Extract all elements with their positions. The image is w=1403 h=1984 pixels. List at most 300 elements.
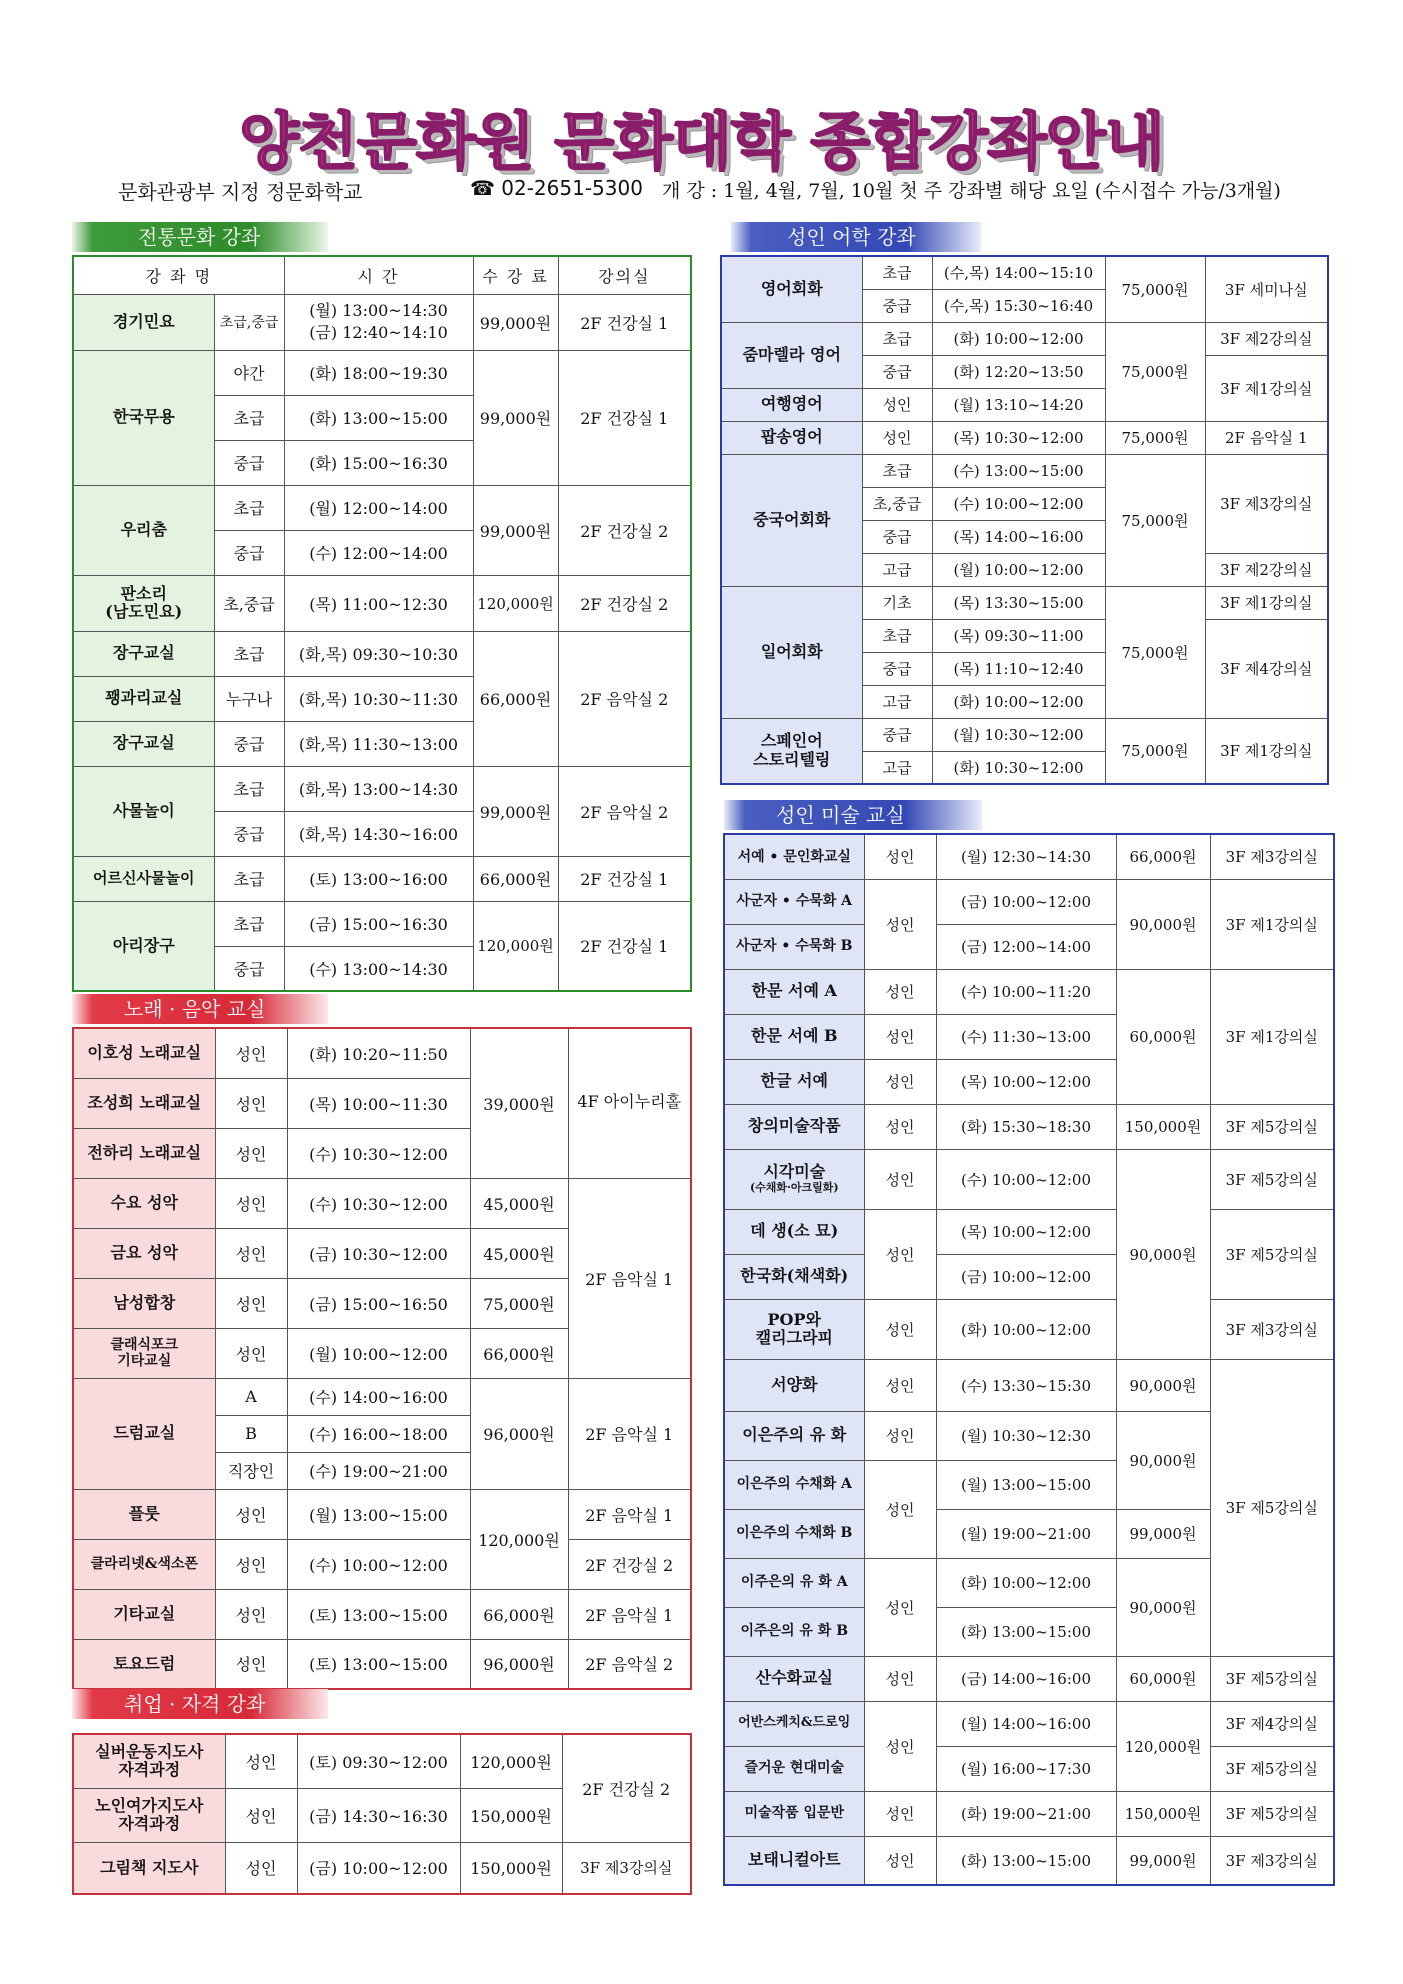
course-level: 고급 <box>862 751 932 784</box>
course-room: 3F 제5강의실 <box>1210 1209 1334 1299</box>
course-room: 2F 음악실 1 <box>568 1589 691 1639</box>
course-level: 성인 <box>864 1149 936 1209</box>
course-time: (월) 10:00~12:00 <box>287 1328 470 1378</box>
course-room: 3F 제5강의실 <box>1210 1104 1334 1149</box>
course-level: 성인 <box>864 1059 936 1104</box>
course-fee: 120,000원 <box>473 901 558 991</box>
course-time: (화) 10:00~12:00 <box>932 685 1105 718</box>
course-name: 이주은의 유 화 B <box>724 1607 864 1656</box>
course-level: B <box>215 1415 287 1452</box>
job-certification-table <box>72 1733 692 1895</box>
course-time: (월) 19:00~21:00 <box>936 1509 1116 1558</box>
course-time: (수) 13:00~14:30 <box>284 946 473 991</box>
course-room: 3F 제1강의실 <box>1210 969 1334 1104</box>
course-name: 한국화(채색화) <box>724 1254 864 1299</box>
course-time: (화) 13:00~15:00 <box>284 395 473 440</box>
course-time: (금) 10:30~12:00 <box>287 1228 470 1278</box>
course-level: 성인 <box>864 1701 936 1791</box>
course-time: (토) 13:00~15:00 <box>287 1589 470 1639</box>
course-name: 수요 성악 <box>73 1178 215 1228</box>
section-header-music: 노래 · 음악 교실 <box>72 994 328 1024</box>
course-level: 성인 <box>225 1788 297 1842</box>
course-name: 중국어회화 <box>721 454 862 586</box>
course-name: 꽹과리교실 <box>73 676 214 721</box>
course-time: (토) 13:00~15:00 <box>287 1639 470 1689</box>
course-fee: 75,000원 <box>1105 421 1205 454</box>
language-table <box>720 255 1329 785</box>
course-level: 중급 <box>862 289 932 322</box>
table-row <box>721 454 1328 487</box>
table-row <box>73 1539 691 1589</box>
course-room: 2F 건강실 1 <box>558 350 691 485</box>
course-time: (월) 12:30~14:30 <box>936 834 1116 879</box>
course-room: 3F 제5강의실 <box>1210 1656 1334 1701</box>
course-room: 2F 건강실 2 <box>558 485 691 575</box>
course-time: (목) 10:00~12:00 <box>936 1059 1116 1104</box>
table-row <box>724 1299 1334 1359</box>
course-name: 경기민요 <box>73 294 214 350</box>
course-name: 서양화 <box>724 1359 864 1411</box>
table-row <box>73 485 691 530</box>
course-level: 성인 <box>864 1460 936 1558</box>
course-time: (월) 10:30~12:30 <box>936 1411 1116 1460</box>
table-row <box>724 1836 1334 1885</box>
course-fee: 75,000원 <box>1105 454 1205 586</box>
course-fee: 150,000원 <box>460 1788 562 1842</box>
course-name-sub: (수채화·아크릴화) <box>749 1180 839 1194</box>
course-time: (월) 10:30~12:00 <box>932 718 1105 751</box>
table-row <box>73 766 691 811</box>
course-name: POP와 캘리그라피 <box>724 1299 864 1359</box>
course-level: 성인 <box>215 1639 287 1689</box>
course-level: 고급 <box>862 685 932 718</box>
course-room: 2F 음악실 2 <box>568 1639 691 1689</box>
course-room: 3F 제3강의실 <box>1210 834 1334 879</box>
course-name: 플룻 <box>73 1489 215 1539</box>
course-level: 중급 <box>862 718 932 751</box>
course-name: 아리장구 <box>73 901 214 991</box>
course-room: 3F 제1강의실 <box>1205 718 1328 784</box>
course-level: 초급 <box>214 395 284 440</box>
table-row <box>724 1209 1334 1254</box>
course-time: (토) 13:00~16:00 <box>284 856 473 901</box>
section-header-traditional: 전통문화 강좌 <box>72 222 328 252</box>
course-room: 3F 제3강의실 <box>1210 1299 1334 1359</box>
table-row <box>73 1734 691 1788</box>
course-time: (화,목) 13:00~14:30 <box>284 766 473 811</box>
course-level: 초급 <box>214 631 284 676</box>
course-level: 중급 <box>214 721 284 766</box>
course-room: 2F 음악실 1 <box>1205 421 1328 454</box>
course-level: 성인 <box>215 1328 287 1378</box>
course-name: 클라리넷&색소폰 <box>73 1539 215 1589</box>
course-time: (화) 13:00~15:00 <box>936 1836 1116 1885</box>
course-level: 성인 <box>215 1078 287 1128</box>
course-time: (수) 10:00~12:00 <box>932 487 1105 520</box>
course-level: 성인 <box>215 1539 287 1589</box>
course-level: 초급 <box>214 485 284 530</box>
course-level: 직장인 <box>215 1452 287 1489</box>
course-time: (금) 10:00~12:00 <box>297 1842 460 1894</box>
table-header-row <box>73 256 691 294</box>
course-time: (수) 10:00~12:00 <box>936 1149 1116 1209</box>
course-name: 한문 서예 A <box>724 969 864 1014</box>
course-level: 성인 <box>864 834 936 879</box>
course-room: 2F 건강실 1 <box>558 856 691 901</box>
course-level: 성인 <box>864 1014 936 1059</box>
phone-number: ☎ 02-2651-5300 <box>470 176 643 200</box>
course-level: 성인 <box>862 388 932 421</box>
course-time: (수) 10:30~12:00 <box>287 1128 470 1178</box>
course-room: 3F 제5강의실 <box>1210 1359 1334 1656</box>
course-name: 기타교실 <box>73 1589 215 1639</box>
traditional-culture-table <box>72 255 692 992</box>
course-time: (금) 14:30~16:30 <box>297 1788 460 1842</box>
course-fee: 75,000원 <box>1105 718 1205 784</box>
course-time: (금) 15:00~16:30 <box>284 901 473 946</box>
course-level: 성인 <box>215 1228 287 1278</box>
course-level: 초,중급 <box>862 487 932 520</box>
table-row <box>724 1656 1334 1701</box>
course-level: 성인 <box>215 1128 287 1178</box>
course-level: 초급 <box>862 619 932 652</box>
course-fee: 39,000원 <box>470 1028 568 1178</box>
course-level: 성인 <box>864 1558 936 1656</box>
course-fee: 99,000원 <box>473 485 558 575</box>
course-level: 초급 <box>862 322 932 355</box>
table-row <box>724 879 1334 924</box>
course-fee: 45,000원 <box>470 1228 568 1278</box>
course-time: (화) 18:00~19:30 <box>284 350 473 395</box>
section-header-art: 성인 미술 교실 <box>724 800 982 830</box>
course-fee: 66,000원 <box>470 1328 568 1378</box>
course-level: 중급 <box>214 811 284 856</box>
course-level: A <box>215 1378 287 1415</box>
table-row <box>721 718 1328 751</box>
course-level: 야간 <box>214 350 284 395</box>
course-time: (화) 15:00~16:30 <box>284 440 473 485</box>
table-row <box>73 1378 691 1415</box>
course-fee: 99,000원 <box>473 766 558 856</box>
table-row <box>724 834 1334 879</box>
course-fee: 99,000원 <box>1116 1509 1210 1558</box>
table-row <box>73 1489 691 1539</box>
course-room: 3F 제5강의실 <box>1210 1791 1334 1836</box>
course-level: 고급 <box>862 553 932 586</box>
music-table <box>72 1027 692 1690</box>
course-fee: 90,000원 <box>1116 1558 1210 1656</box>
art-table <box>723 833 1335 1886</box>
course-room: 4F 아이누리홀 <box>568 1028 691 1178</box>
course-time: (월) 12:00~14:00 <box>284 485 473 530</box>
course-time: (화) 19:00~21:00 <box>936 1791 1116 1836</box>
course-room: 3F 제2강의실 <box>1205 553 1328 586</box>
table-row <box>721 322 1328 355</box>
course-time: (화) 12:20~13:50 <box>932 355 1105 388</box>
table-row <box>73 631 691 676</box>
course-level: 성인 <box>864 969 936 1014</box>
course-time: (금) 10:00~12:00 <box>936 879 1116 924</box>
course-level: 중급 <box>214 530 284 575</box>
course-fee: 150,000원 <box>1116 1104 1210 1149</box>
table-row <box>73 1589 691 1639</box>
course-room: 3F 제1강의실 <box>1205 586 1328 619</box>
table-row <box>73 1028 691 1078</box>
subtitle-designation: 문화관광부 지정 정문화학교 <box>118 180 363 204</box>
course-name: 노인여가지도사 자격과정 <box>73 1788 225 1842</box>
table-row <box>73 350 691 395</box>
course-time: (화,목) 14:30~16:00 <box>284 811 473 856</box>
course-level: 중급 <box>214 946 284 991</box>
course-level: 초급 <box>214 856 284 901</box>
course-name: 한국무용 <box>73 350 214 485</box>
course-fee: 120,000원 <box>470 1489 568 1589</box>
course-level: 중급 <box>862 355 932 388</box>
course-fee: 60,000원 <box>1116 969 1210 1104</box>
course-time: (목) 11:00~12:30 <box>284 575 473 631</box>
course-fee: 66,000원 <box>1116 834 1210 879</box>
course-name: 한글 서예 <box>724 1059 864 1104</box>
course-name: 창의미술작품 <box>724 1104 864 1149</box>
course-fee: 75,000원 <box>1105 322 1205 421</box>
course-room: 2F 음악실 1 <box>568 1378 691 1489</box>
course-name: 어르신사물놀이 <box>73 856 214 901</box>
course-room: 3F 제5강의실 <box>1210 1746 1334 1791</box>
course-level: 누구나 <box>214 676 284 721</box>
course-room: 2F 건강실 1 <box>558 294 691 350</box>
course-name: 장구교실 <box>73 631 214 676</box>
table-row <box>724 969 1334 1014</box>
course-time: (금) 10:00~12:00 <box>936 1254 1116 1299</box>
course-fee: 96,000원 <box>470 1378 568 1489</box>
course-name: 그림책 지도사 <box>73 1842 225 1894</box>
course-level: 성인 <box>864 879 936 969</box>
course-fee: 99,000원 <box>1116 1836 1210 1885</box>
course-level: 초,중급 <box>214 575 284 631</box>
course-room: 2F 음악실 2 <box>558 631 691 766</box>
course-room: 2F 건강실 2 <box>562 1734 691 1842</box>
course-time: (목) 14:00~16:00 <box>932 520 1105 553</box>
opening-schedule: 개 강 : 1월, 4월, 7월, 10월 첫 주 강좌별 해당 요일 (수시접수 가능/3개월) <box>662 180 1281 202</box>
course-time: (화) 13:00~15:00 <box>936 1607 1116 1656</box>
course-time: (수) 14:00~16:00 <box>287 1378 470 1415</box>
course-level: 성인 <box>864 1359 936 1411</box>
course-level: 성인 <box>215 1178 287 1228</box>
course-fee: 75,000원 <box>1105 586 1205 718</box>
course-time: (화,목) 10:30~11:30 <box>284 676 473 721</box>
course-level: 중급 <box>862 652 932 685</box>
course-time: (수) 13:00~15:00 <box>932 454 1105 487</box>
course-name: 토요드럼 <box>73 1639 215 1689</box>
course-time: (금) 14:00~16:00 <box>936 1656 1116 1701</box>
course-time: (금) 15:00~16:50 <box>287 1278 470 1328</box>
course-name-line: 시각미술 <box>763 1162 826 1182</box>
course-name: 일어회화 <box>721 586 862 718</box>
course-time: (월) 13:00~15:00 <box>287 1489 470 1539</box>
course-time: (월) 13:00~14:30 (금) 12:40~14:10 <box>284 294 473 350</box>
section-header-job: 취업 · 자격 강좌 <box>72 1689 328 1719</box>
table-row <box>724 1746 1334 1791</box>
course-fee: 90,000원 <box>1116 1359 1210 1411</box>
course-name: 스페인어 스토리텔링 <box>721 718 862 784</box>
table-row <box>724 1104 1334 1149</box>
course-level: 초급 <box>214 766 284 811</box>
course-fee: 90,000원 <box>1116 1411 1210 1509</box>
course-fee: 75,000원 <box>470 1278 568 1328</box>
course-name: 실버운동지도사 자격과정 <box>73 1734 225 1788</box>
header-room: 강의실 <box>558 256 691 294</box>
course-level: 성인 <box>215 1589 287 1639</box>
course-name: 클래식포크 기타교실 <box>73 1328 215 1378</box>
course-time: (목) 09:30~11:00 <box>932 619 1105 652</box>
course-name: 미술작품 입문반 <box>724 1791 864 1836</box>
course-level: 성인 <box>864 1411 936 1460</box>
course-room: 2F 음악실 2 <box>558 766 691 856</box>
course-room: 3F 제3강의실 <box>1205 454 1328 553</box>
course-fee: 120,000원 <box>473 575 558 631</box>
course-name: 남성합창 <box>73 1278 215 1328</box>
header-name: 강 좌 명 <box>73 256 284 294</box>
course-fee: 66,000원 <box>473 856 558 901</box>
course-fee: 60,000원 <box>1116 1656 1210 1701</box>
course-time: (목) 10:00~11:30 <box>287 1078 470 1128</box>
course-time: (화,목) 09:30~10:30 <box>284 631 473 676</box>
course-name: 사군자 • 수묵화 A <box>724 879 864 924</box>
table-row <box>721 256 1328 289</box>
course-name: 이은주의 유 화 <box>724 1411 864 1460</box>
course-time: (목) 10:00~12:00 <box>936 1209 1116 1254</box>
table-row <box>73 1842 691 1894</box>
course-time: (수,목) 15:30~16:40 <box>932 289 1105 322</box>
course-time: (화) 10:00~12:00 <box>936 1299 1116 1359</box>
course-fee: 66,000원 <box>470 1589 568 1639</box>
table-row <box>73 901 691 946</box>
course-name: 팝송영어 <box>721 421 862 454</box>
table-row <box>724 1149 1334 1209</box>
course-level: 초급 <box>862 454 932 487</box>
course-level: 성인 <box>215 1278 287 1328</box>
table-row <box>724 1791 1334 1836</box>
course-fee: 99,000원 <box>473 350 558 485</box>
course-name: 드럼교실 <box>73 1378 215 1489</box>
course-room: 2F 건강실 1 <box>558 901 691 991</box>
course-level: 초급 <box>214 901 284 946</box>
course-fee: 75,000원 <box>1105 256 1205 322</box>
table-row <box>721 421 1328 454</box>
course-time: (화) 10:00~12:00 <box>932 322 1105 355</box>
course-room: 3F 제5강의실 <box>1210 1149 1334 1209</box>
course-time: (월) 14:00~16:00 <box>936 1701 1116 1746</box>
course-name: 즐거운 현대미술 <box>724 1746 864 1791</box>
course-name: 여행영어 <box>721 388 862 421</box>
course-time: (수) 16:00~18:00 <box>287 1415 470 1452</box>
course-time: (토) 09:30~12:00 <box>297 1734 460 1788</box>
course-name: 우리춤 <box>73 485 214 575</box>
course-level: 성인 <box>215 1028 287 1078</box>
table-row <box>73 294 691 350</box>
course-name: 장구교실 <box>73 721 214 766</box>
course-room: 2F 음악실 1 <box>568 1178 691 1378</box>
course-level: 성인 <box>864 1656 936 1701</box>
course-level: 성인 <box>862 421 932 454</box>
course-level: 중급 <box>214 440 284 485</box>
course-name: 판소리 (남도민요) <box>73 575 214 631</box>
header-fee: 수 강 료 <box>473 256 558 294</box>
course-time: (수) 10:00~12:00 <box>287 1539 470 1589</box>
table-row <box>73 575 691 631</box>
course-name: 어반스케치&드로잉 <box>724 1701 864 1746</box>
course-name: 사물놀이 <box>73 766 214 856</box>
course-fee: 99,000원 <box>473 294 558 350</box>
course-level: 성인 <box>225 1842 297 1894</box>
course-name: 이호성 노래교실 <box>73 1028 215 1078</box>
course-time: (수) 13:30~15:30 <box>936 1359 1116 1411</box>
course-level: 성인 <box>864 1836 936 1885</box>
course-name: 이주은의 유 화 A <box>724 1558 864 1607</box>
course-level: 성인 <box>864 1104 936 1149</box>
course-name: 산수화교실 <box>724 1656 864 1701</box>
header-time: 시 간 <box>284 256 473 294</box>
course-time: (수,목) 14:00~15:10 <box>932 256 1105 289</box>
course-room: 3F 제1강의실 <box>1210 879 1334 969</box>
course-fee: 150,000원 <box>460 1842 562 1894</box>
course-level: 초급,중급 <box>214 294 284 350</box>
course-level: 기초 <box>862 586 932 619</box>
course-room: 3F 제3강의실 <box>562 1842 691 1894</box>
course-name: 조성희 노래교실 <box>73 1078 215 1128</box>
course-name: 보태니컬아트 <box>724 1836 864 1885</box>
table-row <box>73 1178 691 1228</box>
course-name: 한문 서예 B <box>724 1014 864 1059</box>
course-fee: 90,000원 <box>1116 1149 1210 1359</box>
course-time: (수) 10:30~12:00 <box>287 1178 470 1228</box>
course-room: 3F 제4강의실 <box>1210 1701 1334 1746</box>
course-name: 금요 성악 <box>73 1228 215 1278</box>
course-fee: 96,000원 <box>470 1639 568 1689</box>
course-name: 데 생(소 묘) <box>724 1209 864 1254</box>
course-time: (화) 10:20~11:50 <box>287 1028 470 1078</box>
course-time: (수) 11:30~13:00 <box>936 1014 1116 1059</box>
course-name: 전하리 노래교실 <box>73 1128 215 1178</box>
course-fee: 120,000원 <box>1116 1701 1210 1791</box>
course-name: 서예 • 문인화교실 <box>724 834 864 879</box>
course-time: (목) 13:30~15:00 <box>932 586 1105 619</box>
course-room: 2F 건강실 2 <box>558 575 691 631</box>
course-level: 성인 <box>225 1734 297 1788</box>
course-room: 3F 제2강의실 <box>1205 322 1328 355</box>
course-room: 2F 음악실 1 <box>568 1489 691 1539</box>
page-title: 양천문화원 문화대학 종합강좌안내 <box>239 105 1164 178</box>
course-time: (화) 10:30~12:00 <box>932 751 1105 784</box>
course-time: (화) 15:30~18:30 <box>936 1104 1116 1149</box>
course-time: (월) 13:10~14:20 <box>932 388 1105 421</box>
course-name: 줌마렐라 영어 <box>721 322 862 388</box>
course-fee: 45,000원 <box>470 1178 568 1228</box>
course-time: (월) 16:00~17:30 <box>936 1746 1116 1791</box>
section-header-language: 성인 어학 강좌 <box>731 222 981 252</box>
table-row <box>73 856 691 901</box>
table-row <box>724 1701 1334 1746</box>
course-time: (화,목) 11:30~13:00 <box>284 721 473 766</box>
course-time: (수) 12:00~14:00 <box>284 530 473 575</box>
course-name: 영어회화 <box>721 256 862 322</box>
course-time: (월) 13:00~15:00 <box>936 1460 1116 1509</box>
table-row <box>724 1359 1334 1411</box>
table-row <box>73 1639 691 1689</box>
table-row <box>721 586 1328 619</box>
course-time: (화) 10:00~12:00 <box>936 1558 1116 1607</box>
course-room: 3F 제1강의실 <box>1205 355 1328 421</box>
